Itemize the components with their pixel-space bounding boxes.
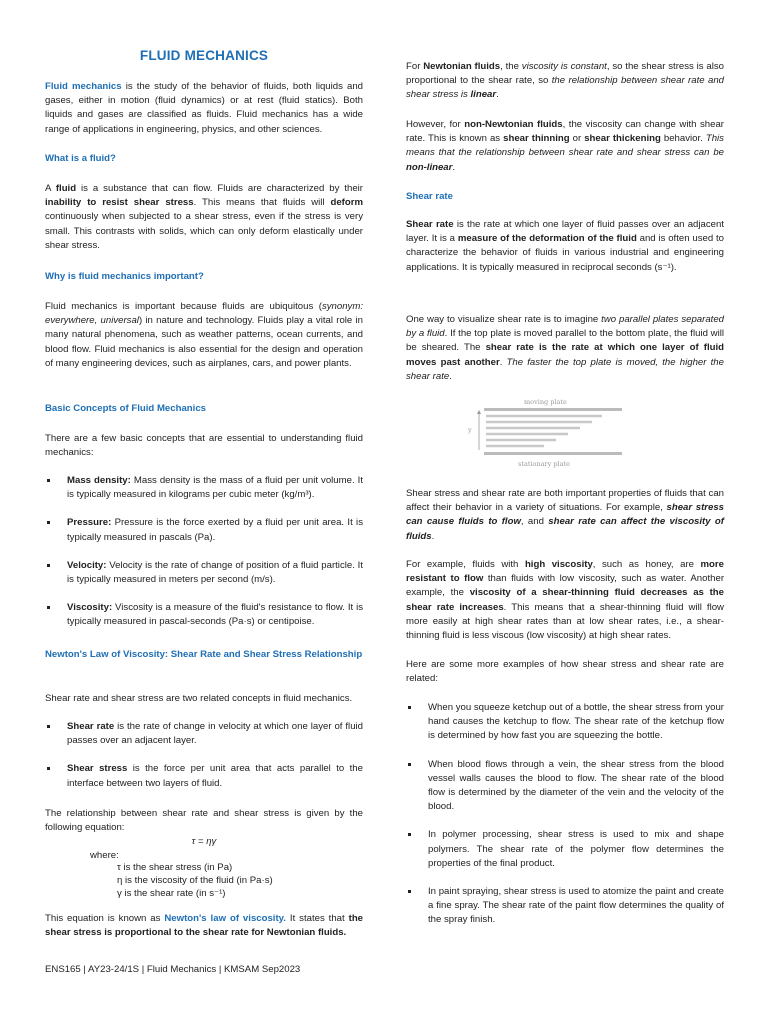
examples-list (406, 701, 724, 928)
shear-rate-heading: Shear rate (406, 191, 453, 202)
stationary-plate (484, 452, 622, 455)
where-list: τ is the shear stress (in Pa) η is the viscosity of the fluid (in Pa·s) γ is the shear rate (in s⁻¹) (117, 862, 273, 899)
visualize-paragraph: One way to visualize shear rate is to imagine two parallel plates separated by a fluid. If the top plate is moved parallel to the bottom plate, the fluid will be sheared. The shear rate is the rate at which one layer of fluid moves past another. The faster the top plate is moved, the higher the shear rate. (406, 314, 724, 382)
newton-law-paragraph: This equation is known as Newton's law of viscosity. It states that the shear stress is proportional to the shear rate for Newtonian fluids. (45, 913, 364, 939)
list-item: Pressure: Pressure is the force exerted by a fluid per unit area. It is typically measured in pascals (Pa). (45, 516, 363, 544)
list-item: Velocity: Velocity is the rate of change of position of a fluid particle. It is typically measured in meters per second (m/s). (45, 559, 363, 587)
shear-diagram (466, 398, 622, 470)
example-paragraph: For example, fluids with high viscosity, such as honey, are more resistant to flow than fluids with low viscosity, such as water. Another example, the viscosity of a shear-thinning fluid decreases as the shear rate increases. This means that a shear-thinning fluid will flow more easily at high shear rates than at low shear rates, i.e., a shear-thinning fluid is less viscous (low viscosity) at high shear rates. (406, 559, 725, 642)
what-paragraph: A fluid is a substance that can flow. Fluids are characterized by their inability to resist shear stress. This means that fluids will deform continuously when subjected to a shear stress, even if the stress is very small. This contrasts with solids, which can only deform elastically under shear stress. (45, 183, 363, 251)
why-heading: Why is fluid mechanics important? (45, 271, 204, 282)
relationship-paragraph: The relationship between shear rate and shear stress is given by the following equation: (45, 808, 363, 834)
stationary-plate-label: stationary plate (518, 460, 570, 468)
arrow-head-icon (477, 410, 481, 414)
newton-intro: Shear rate and shear stress are two related concepts in fluid mechanics. (45, 693, 353, 704)
y-label: y (468, 426, 472, 434)
list-item: When blood flows through a vein, the shear stress from the blood vessel walls causes the blood to flow. The shear rate of the blood flow is determined by the diameter of the vein and the velocity of the blood. (406, 758, 724, 815)
moving-plate (484, 408, 622, 411)
non-newtonian-paragraph: However, for non-Newtonian fluids, the viscosity can change with shear rate. This is known as shear thinning or shear thickening behavior. This means that the relationship between shear rate and shear stress can be non-linear. (406, 119, 724, 173)
equation: τ = ηγ (191, 836, 217, 847)
both-paragraph: Shear stress and shear rate are both important properties of fluids that can affect their behavior in a variety of situations. For example, shear stress can cause fluids to flow, and shear rate can affect the viscosity of fluids. (406, 488, 725, 542)
shear-defs-list (45, 720, 363, 791)
concepts-list (45, 474, 363, 630)
basic-heading: Basic Concepts of Fluid Mechanics (45, 403, 206, 414)
why-paragraph: Fluid mechanics is important because fluids are ubiquitous (synonym: everywhere, universal) in nature and technology. Fluids play a vital role in many natural phenomena, such as weather patterns, ocean currents, and blood flow. Fluid mechanics is also essential for the design and operation of many engineering devices, such as airplanes, cars, and power plants. (45, 301, 363, 369)
newtonian-paragraph: For Newtonian fluids, the viscosity is constant, so the shear stress is also proportional to the shear rate, so the relationship between shear rate and shear stress is linear. (406, 61, 724, 101)
list-item: In paint spraying, shear stress is used to atomize the paint and create a fine spray. The shear rate of the paint flow determines the quality of the spray finish. (406, 885, 724, 928)
list-item: In polymer processing, shear stress is used to mix and shape polymers. The shear rate of the polymer flow determines the properties of the final product. (406, 828, 724, 871)
basic-intro: There are a few basic concepts that are essential to understanding fluid mechanics: (45, 433, 363, 459)
list-item: Viscosity: Viscosity is a measure of the fluid's resistance to flow. It is typically measured in pascal-seconds (Pa·s) or centipoise. (45, 601, 363, 629)
what-heading: What is a fluid? (45, 153, 116, 164)
moving-plate-label: moving plate (524, 398, 567, 406)
more-intro: Here are some more examples of how shear stress and shear rate are related: (406, 659, 724, 685)
page-title: FLUID MECHANICS (139, 48, 269, 63)
intro-paragraph: Fluid mechanics is the study of the behavior of fluids, both liquids and gases, either in motion (fluid dynamics) or at rest (fluid statics). Both liquids and gases are classified as fluids. Fluid mechanics has a wide range of applications in engineering, physics, and other sciences. (45, 81, 364, 135)
shear-rate-paragraph: Shear rate is the rate at which one layer of fluid passes over an adjacent layer. It is a measure of the deformation of the fluid and is often used to characterize the behavior of fluids in various industrial and engineering applications. It is typically measured in reciprocal seconds (s⁻¹). (406, 219, 725, 273)
where-label: where: (90, 850, 119, 861)
list-item: Shear rate is the rate of change in velocity at which one layer of fluid passes over an adjacent layer. (45, 720, 363, 748)
list-item: Shear stress is the force per unit area that acts parallel to the interface between two layers of fluid. (45, 762, 363, 790)
list-item: Mass density: Mass density is the mass of a fluid per unit volume. It is typically measured in kilograms per cubic meter (kg/m³). (45, 474, 363, 502)
newton-heading: Newton's Law of Viscosity: Shear Rate and Shear Stress Relationship (45, 649, 363, 660)
page-footer: ENS165 | AY23-24/1S | Fluid Mechanics | KMSAM Sep2023 (45, 964, 301, 975)
list-item: When you squeeze ketchup out of a bottle, the shear stress from your hand causes the ketchup to flow. The shear rate of the ketchup flow is determined by how fast you are squeezing the bottle. (406, 701, 724, 744)
